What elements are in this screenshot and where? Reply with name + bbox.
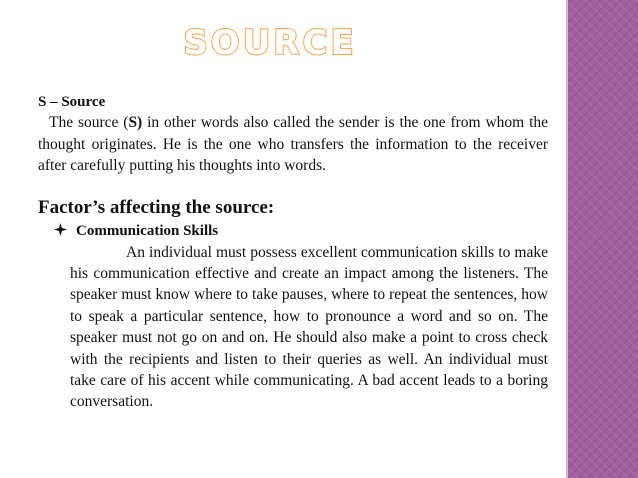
factor-item-text: An individual must possess excellent communication skills to make his communication effective and create an impact among the listeners. The speaker must know where to take pauses, where to repeat the sentences, how to speak a particular sentence, how to pronounce a word and so on. The speaker must not go on and on. He should also make a point to cross check with the recipients and listen to their queries as well. An individual must take care of his accent while communicating. A bad accent leads to a boring conversation.	[70, 243, 548, 411]
paragraph-rest: in other words also called the sender is the one from whom the thought originates. He is the one who transfers the information to the receiver after carefully putting his thoughts into words.	[38, 114, 548, 174]
decorative-side-panel	[568, 0, 638, 478]
slide-content	[38, 93, 548, 413]
factors-heading: Factor’s affecting the source:	[38, 196, 275, 218]
slide-title: SOURCE	[183, 23, 357, 63]
factor-item-label: Communication Skills	[76, 222, 219, 239]
section-paragraph	[38, 112, 548, 177]
paragraph-prefix: The source (	[49, 114, 129, 131]
diamond-bullet-icon	[54, 221, 68, 242]
section-heading: S – Source	[38, 94, 106, 110]
factor-item-heading	[54, 221, 548, 242]
paragraph-bold-letter: S)	[128, 114, 143, 131]
